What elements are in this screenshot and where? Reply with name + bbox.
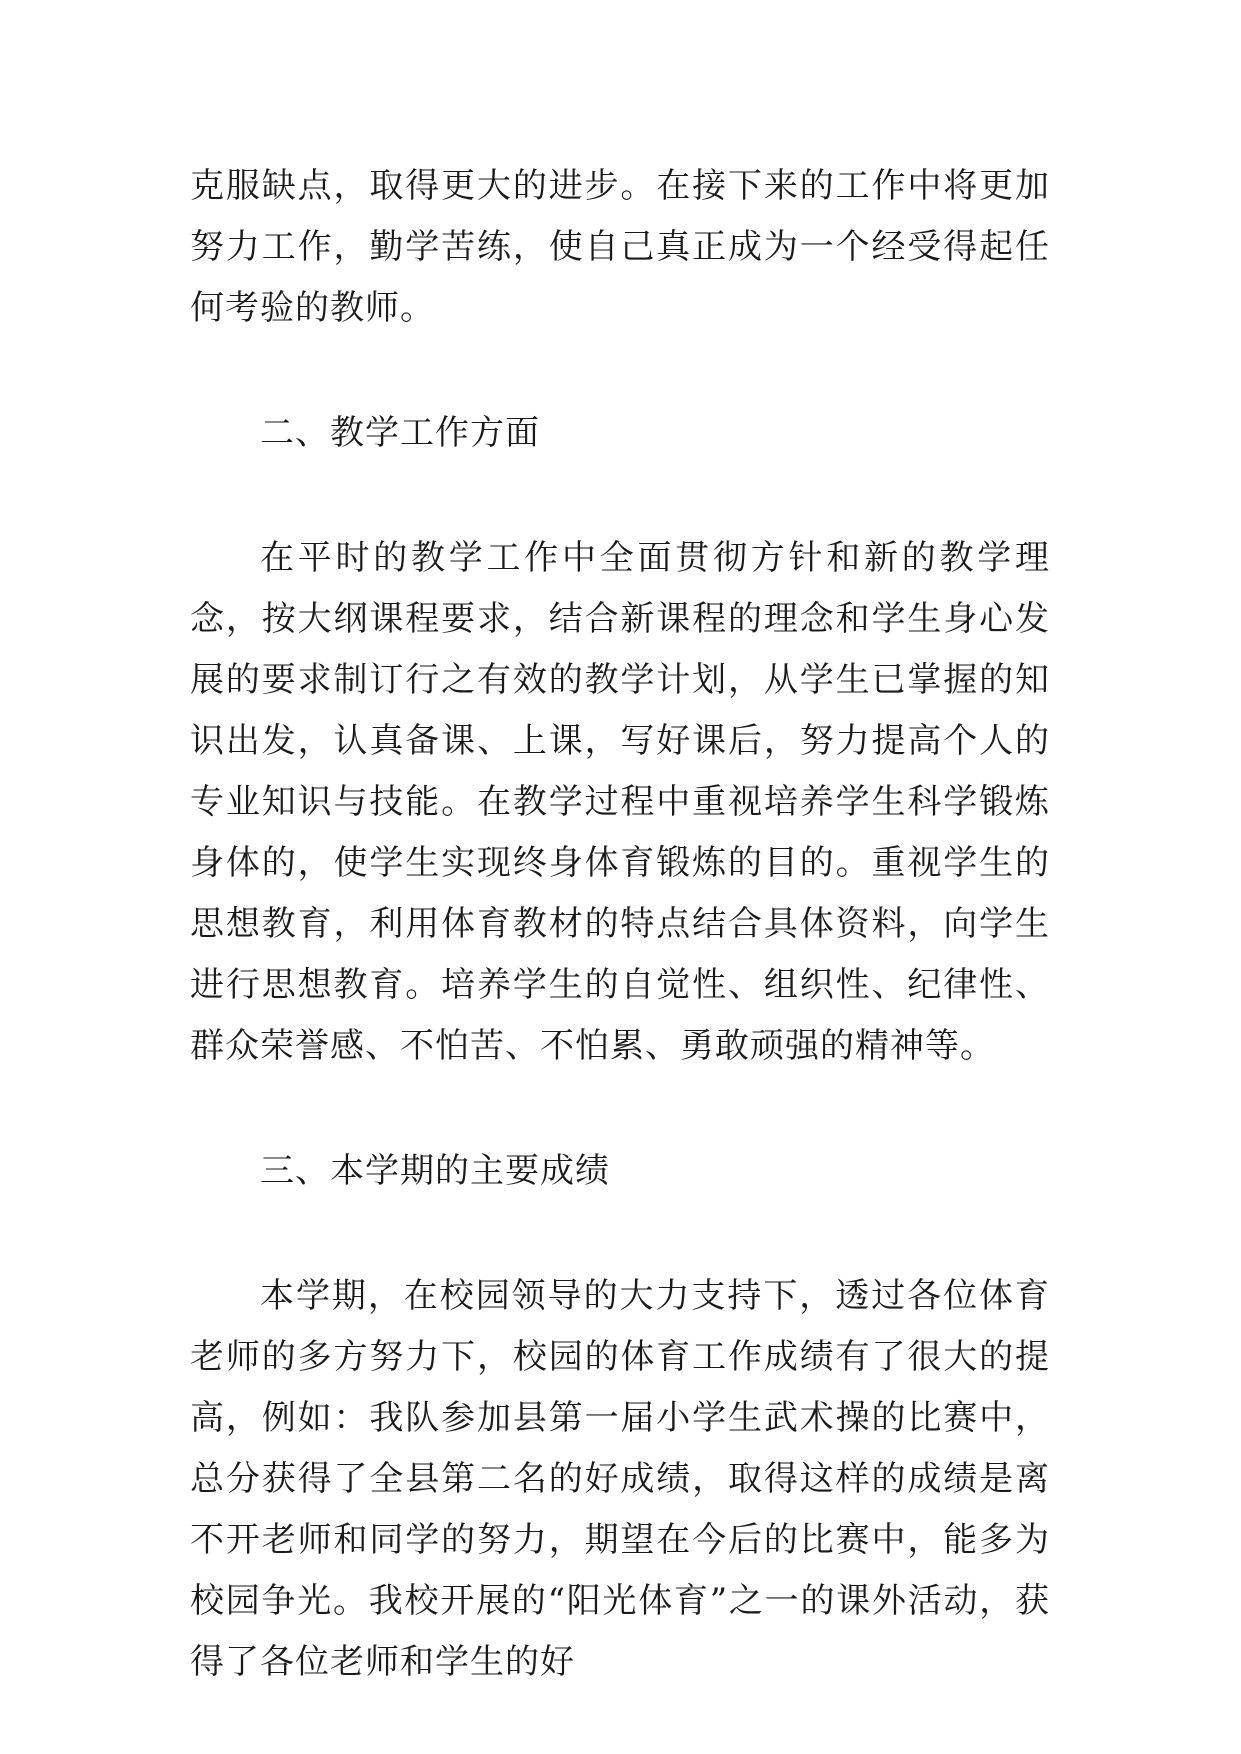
paragraph-teaching-work: 在平时的教学工作中全面贯彻方针和新的教学理念，按大纲课程要求，结合新课程的理念和学生身心发展的要求制订行之有效的教学计划，从学生已掌握的知识出发，认真备课、上课，写好课后，努力提高个人的专业知识与技能。在教学过程中重视培养学生科学锻炼身体的，使学生实现终身体育锻炼的目的。重视学生的思想教育，利用体育教材的特点结合具体资料，向学生进行思想教育。培养学生的自觉性、组织性、纪律性、群众荣誉感、不怕苦、不怕累、勇敢顽强的精神等。 [190,538,1050,1066]
paragraph-gap [190,1202,1050,1266]
paragraph-continuation: 克服缺点，取得更大的进步。在接下来的工作中将更加努力工作，勤学苦练，使自己真正成为一个经受得起任何考验的教师。 [190,166,1050,328]
document-body [190,156,1050,1693]
paragraph-achievements: 本学期，在校园领导的大力支持下，透过各位体育老师的多方努力下，校园的体育工作成绩有了很大的提高，例如：我队参加县第一届小学生武术操的比赛中，总分获得了全县第二名的好成绩，取得这样的成绩是离不开老师和同学的努力，期望在今后的比赛中，能多为校园争光。我校开展的“阳光体育”之一的课外活动，获得了各位老师和学生的好 [190,1276,1050,1682]
paragraph-gap [190,1077,1050,1141]
section-heading-achievements: 三、本学期的主要成绩 [260,1151,610,1191]
paragraph-gap [190,464,1050,528]
section-heading-teaching-work: 二、教学工作方面 [260,413,540,453]
paragraph-gap [190,339,1050,403]
